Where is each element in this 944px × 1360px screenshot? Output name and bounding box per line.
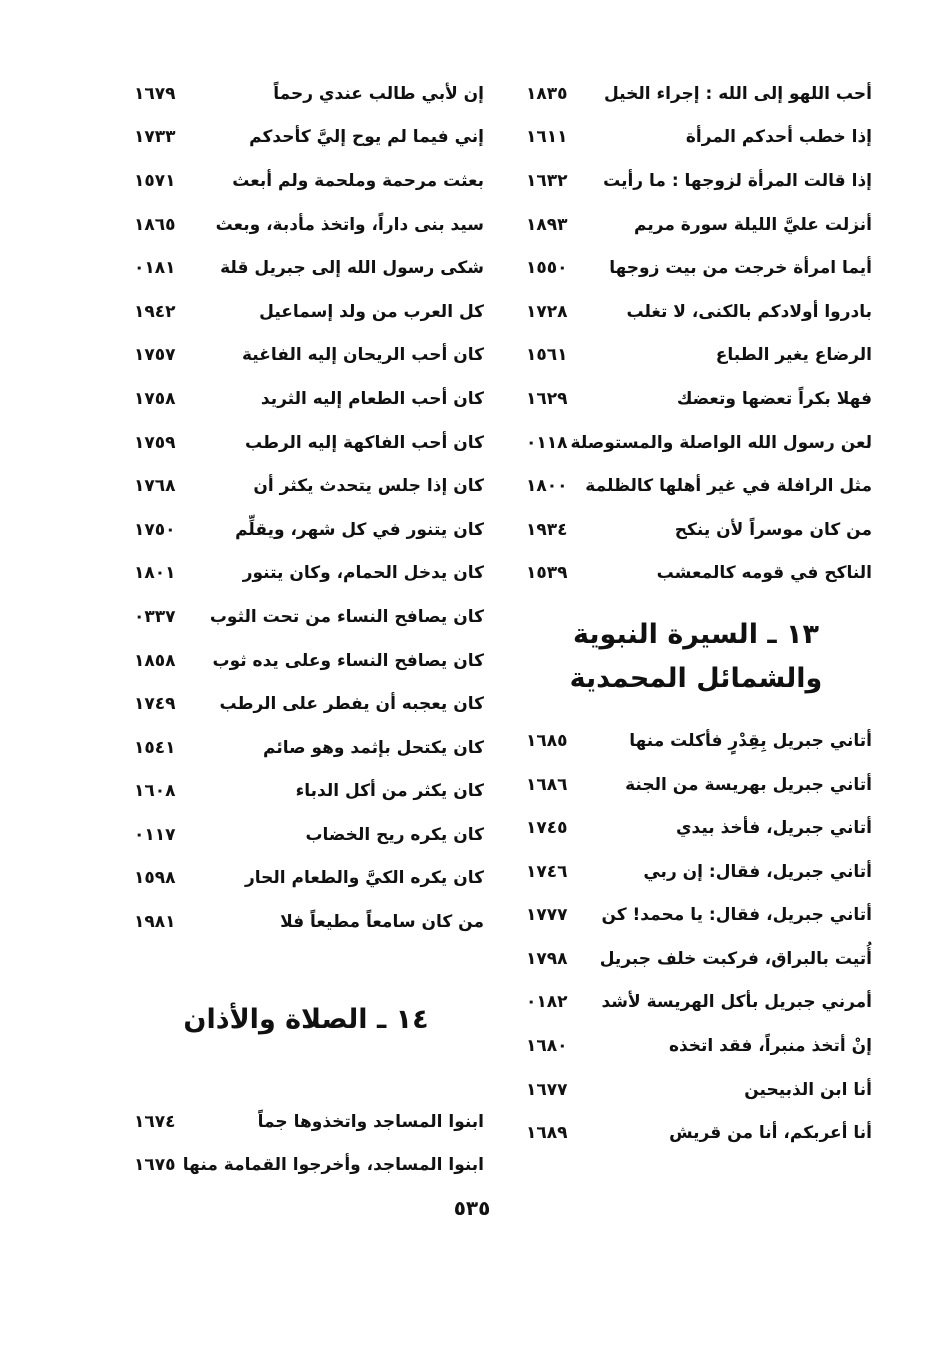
entry-number: ١٧٤٩ (134, 694, 176, 715)
entry-number: ١٦٧٥ (134, 1155, 176, 1176)
entry-text: بادروا أولادكم بالكنى، لا تغلب (626, 301, 872, 322)
entry-number: ١٧٤٥ (526, 818, 568, 839)
entry-number: ١٦٨٦ (526, 774, 568, 795)
entry-number: ١٥٧١ (134, 170, 176, 191)
entry-text: كان يكره الكيَّ والطعام الحار (244, 868, 484, 889)
index-entry (128, 857, 484, 901)
section-title-14: ١٤ ـ الصلاة والأذان (183, 1003, 429, 1035)
index-list-right-bottom (520, 719, 872, 1155)
entry-number: ١٧٥٧ (134, 345, 176, 366)
index-entry (520, 421, 872, 465)
entry-text: إذا قالت المرأة لزوجها : ما رأيت (603, 170, 872, 191)
entry-text: أتاني جبريل بهريسة من الجنة (625, 774, 872, 795)
entry-text: مثل الرافلة في غير أهلها كالظلمة (585, 476, 872, 497)
index-entry (128, 159, 484, 203)
entry-number: ١٧٥٩ (134, 432, 176, 453)
entry-text: أحب اللهو إلى الله : إجراء الخيل (603, 83, 872, 104)
index-entry (520, 377, 872, 421)
index-entry (520, 508, 872, 552)
index-entry (520, 719, 872, 763)
index-entry (128, 900, 484, 944)
index-entry (128, 377, 484, 421)
entry-number: ١٧٥٠ (134, 519, 176, 540)
entry-number: ١٦٧٩ (134, 83, 176, 104)
entry-number: ١٨٦٥ (134, 214, 176, 235)
entry-text: كل العرب من ولد إسماعيل (259, 301, 484, 322)
index-entry (520, 203, 872, 247)
entry-text: لعن رسول الله الواصلة والمستوصلة (570, 432, 872, 453)
entry-number: ١٨٣٥ (526, 83, 568, 104)
index-entry (128, 116, 484, 160)
index-entry (520, 334, 872, 378)
entry-number: ١٨٥٨ (134, 650, 176, 671)
index-entry (128, 246, 484, 290)
index-entry (520, 290, 872, 334)
entry-text: كان إذا جلس يتحدث يكثر أن (253, 476, 484, 497)
entry-text: من كان سامعاً مطيعاً فلا (280, 912, 484, 933)
entry-number: ١٦٢٩ (526, 388, 568, 409)
entry-text: ابنوا المساجد واتخذوها جماً (257, 1111, 484, 1132)
index-entry (520, 464, 872, 508)
index-entry (128, 203, 484, 247)
entry-text: كان يصافح النساء وعلى يده ثوب (212, 650, 484, 671)
entry-text: كان يدخل الحمام، وكان يتنور (242, 563, 484, 584)
entry-number: ١٦٣٢ (526, 170, 568, 191)
section-title-13: ١٣ ـ السيرة النبوية والشمائل المحمدية (569, 619, 823, 695)
entry-text: أمرني جبريل بأكل الهريسة لأشد (601, 992, 872, 1013)
entry-number: ١٥٩٨ (134, 868, 176, 889)
entry-number: ١٧٩٨ (526, 948, 568, 969)
entry-number: ٠٣٣٧ (134, 606, 176, 627)
index-entry (520, 981, 872, 1025)
entry-number: ١٦٠٨ (134, 781, 176, 802)
entry-number: ١٥٥٠ (526, 258, 568, 279)
entry-number: ١٥٦١ (526, 345, 568, 366)
index-entry (520, 72, 872, 116)
entry-number: ١٦٧٧ (526, 1079, 568, 1100)
index-entry (128, 770, 484, 814)
entry-number: ١٨٠٠ (526, 476, 568, 497)
index-entry (520, 806, 872, 850)
index-entry (520, 1024, 872, 1068)
left-column (128, 72, 484, 1187)
index-entry (128, 1100, 484, 1144)
entry-number: ١٥٣٩ (526, 563, 568, 584)
index-entry (520, 116, 872, 160)
index-entry (128, 290, 484, 334)
index-entry (128, 508, 484, 552)
entry-number: ٠١١٨ (526, 432, 568, 453)
index-list-left-top (128, 72, 484, 944)
index-entry (520, 159, 872, 203)
entry-number: ١٧٥٨ (134, 388, 176, 409)
index-entry (128, 334, 484, 378)
entry-number: ١٩٤٢ (134, 301, 176, 322)
index-entry (128, 1143, 484, 1187)
index-entry (128, 552, 484, 596)
entry-text: أنا ابن الذبيحين (744, 1079, 872, 1100)
entry-text: فهلا بكراً تعضها وتعضك (676, 388, 872, 409)
page-number: ٥٣٥ (453, 1196, 491, 1220)
entry-number: ١٨٠١ (134, 563, 176, 584)
entry-text: إنْ أتخذ منبراً، فقد اتخذه (668, 1036, 872, 1057)
entry-text: كان أحب الريحان إليه الفاغية (242, 345, 484, 366)
index-entry (520, 246, 872, 290)
entry-text: بعثت مرحمة وملحمة ولم أبعث (232, 170, 484, 191)
index-list-left-bottom (128, 1100, 484, 1187)
entry-number: ١٩٣٤ (526, 519, 568, 540)
entry-text: الرضاع يغير الطباع (715, 345, 872, 366)
index-list-right-top (520, 72, 872, 595)
index-entry (128, 726, 484, 770)
entry-number: ١٦٨٠ (526, 1036, 568, 1057)
entry-text: أُتيت بالبراق، فركبت خلف جبريل (599, 948, 872, 969)
index-entry (128, 595, 484, 639)
entry-text: كان يكثر من أكل الدباء (295, 781, 484, 802)
entry-number: ١٧٣٣ (134, 127, 176, 148)
entry-text: كان أحب الطعام إليه الثريد (260, 388, 484, 409)
index-entry (128, 464, 484, 508)
entry-text: إن لأبي طالب عندي رحماً (273, 83, 484, 104)
entry-number: ١٧٦٨ (134, 476, 176, 497)
entry-number: ١٨٩٣ (526, 214, 568, 235)
entry-text: أتاني جبريل، فقال: إن ربي (643, 861, 872, 882)
entry-text: كان يكره ريح الخضاب (305, 824, 484, 845)
entry-text: الناكح في قومه كالمعشب (656, 563, 872, 584)
entry-text: كان يعجبه أن يفطر على الرطب (219, 694, 484, 715)
entry-text: سيد بنى داراً، واتخذ مأدبة، وبعث (215, 214, 484, 235)
index-entry (520, 850, 872, 894)
entry-text: كان أحب الفاكهة إليه الرطب (244, 432, 484, 453)
index-entry (520, 763, 872, 807)
entry-text: أيما امرأة خرجت من بيت زوجها (609, 258, 872, 279)
index-entry (520, 1068, 872, 1112)
index-entry (128, 682, 484, 726)
entry-text: أنا أعربكم، أنا من قريش (669, 1123, 872, 1144)
entry-number: ١٦٨٩ (526, 1123, 568, 1144)
entry-number: ٠١٨٢ (526, 992, 568, 1013)
entry-number: ٠١١٧ (134, 824, 176, 845)
entry-number: ١٧٢٨ (526, 301, 568, 322)
index-entry (520, 937, 872, 981)
entry-text: إذا خطب أحدكم المرأة (685, 127, 872, 148)
right-column (520, 72, 872, 1155)
index-entry (520, 894, 872, 938)
entry-text: من كان موسراً لأن ينكح (674, 519, 872, 540)
entry-text: أتاني جبريل، فقال: يا محمد! كن (601, 905, 872, 926)
index-entry (520, 552, 872, 596)
entry-text: أتاني جبريل، فأخذ بيدي (675, 818, 872, 839)
index-entry (128, 639, 484, 683)
entry-number: ١٦١١ (526, 127, 568, 148)
entry-number: ١٥٤١ (134, 737, 176, 758)
entry-number: ١٦٧٤ (134, 1111, 176, 1132)
entry-text: أنزلت عليَّ الليلة سورة مريم (634, 214, 872, 235)
entry-text: شكى رسول الله إلى جبريل قلة (220, 258, 484, 279)
index-entry (128, 72, 484, 116)
entry-number: ١٦٨٥ (526, 730, 568, 751)
entry-number: ١٧٤٦ (526, 861, 568, 882)
entry-text: كان يصافح النساء من تحت الثوب (209, 606, 484, 627)
index-entry (128, 813, 484, 857)
entry-text: كان يتنور في كل شهر، ويقلِّم (235, 519, 484, 540)
entry-text: إني فيما لم يوح إليَّ كأحدكم (249, 127, 484, 148)
entry-number: ١٩٨١ (134, 912, 176, 933)
entry-number: ٠١٨١ (134, 258, 176, 279)
entry-text: ابنوا المساجد، وأخرجوا القمامة منها (182, 1155, 484, 1176)
entry-text: أتاني جبريل بِقِدْرٍ فأكلت منها (629, 730, 872, 751)
entry-number: ١٧٧٧ (526, 905, 568, 926)
entry-text: كان يكتحل بإثمد وهو صائم (263, 737, 484, 758)
index-entry (520, 1111, 872, 1155)
index-entry (128, 421, 484, 465)
